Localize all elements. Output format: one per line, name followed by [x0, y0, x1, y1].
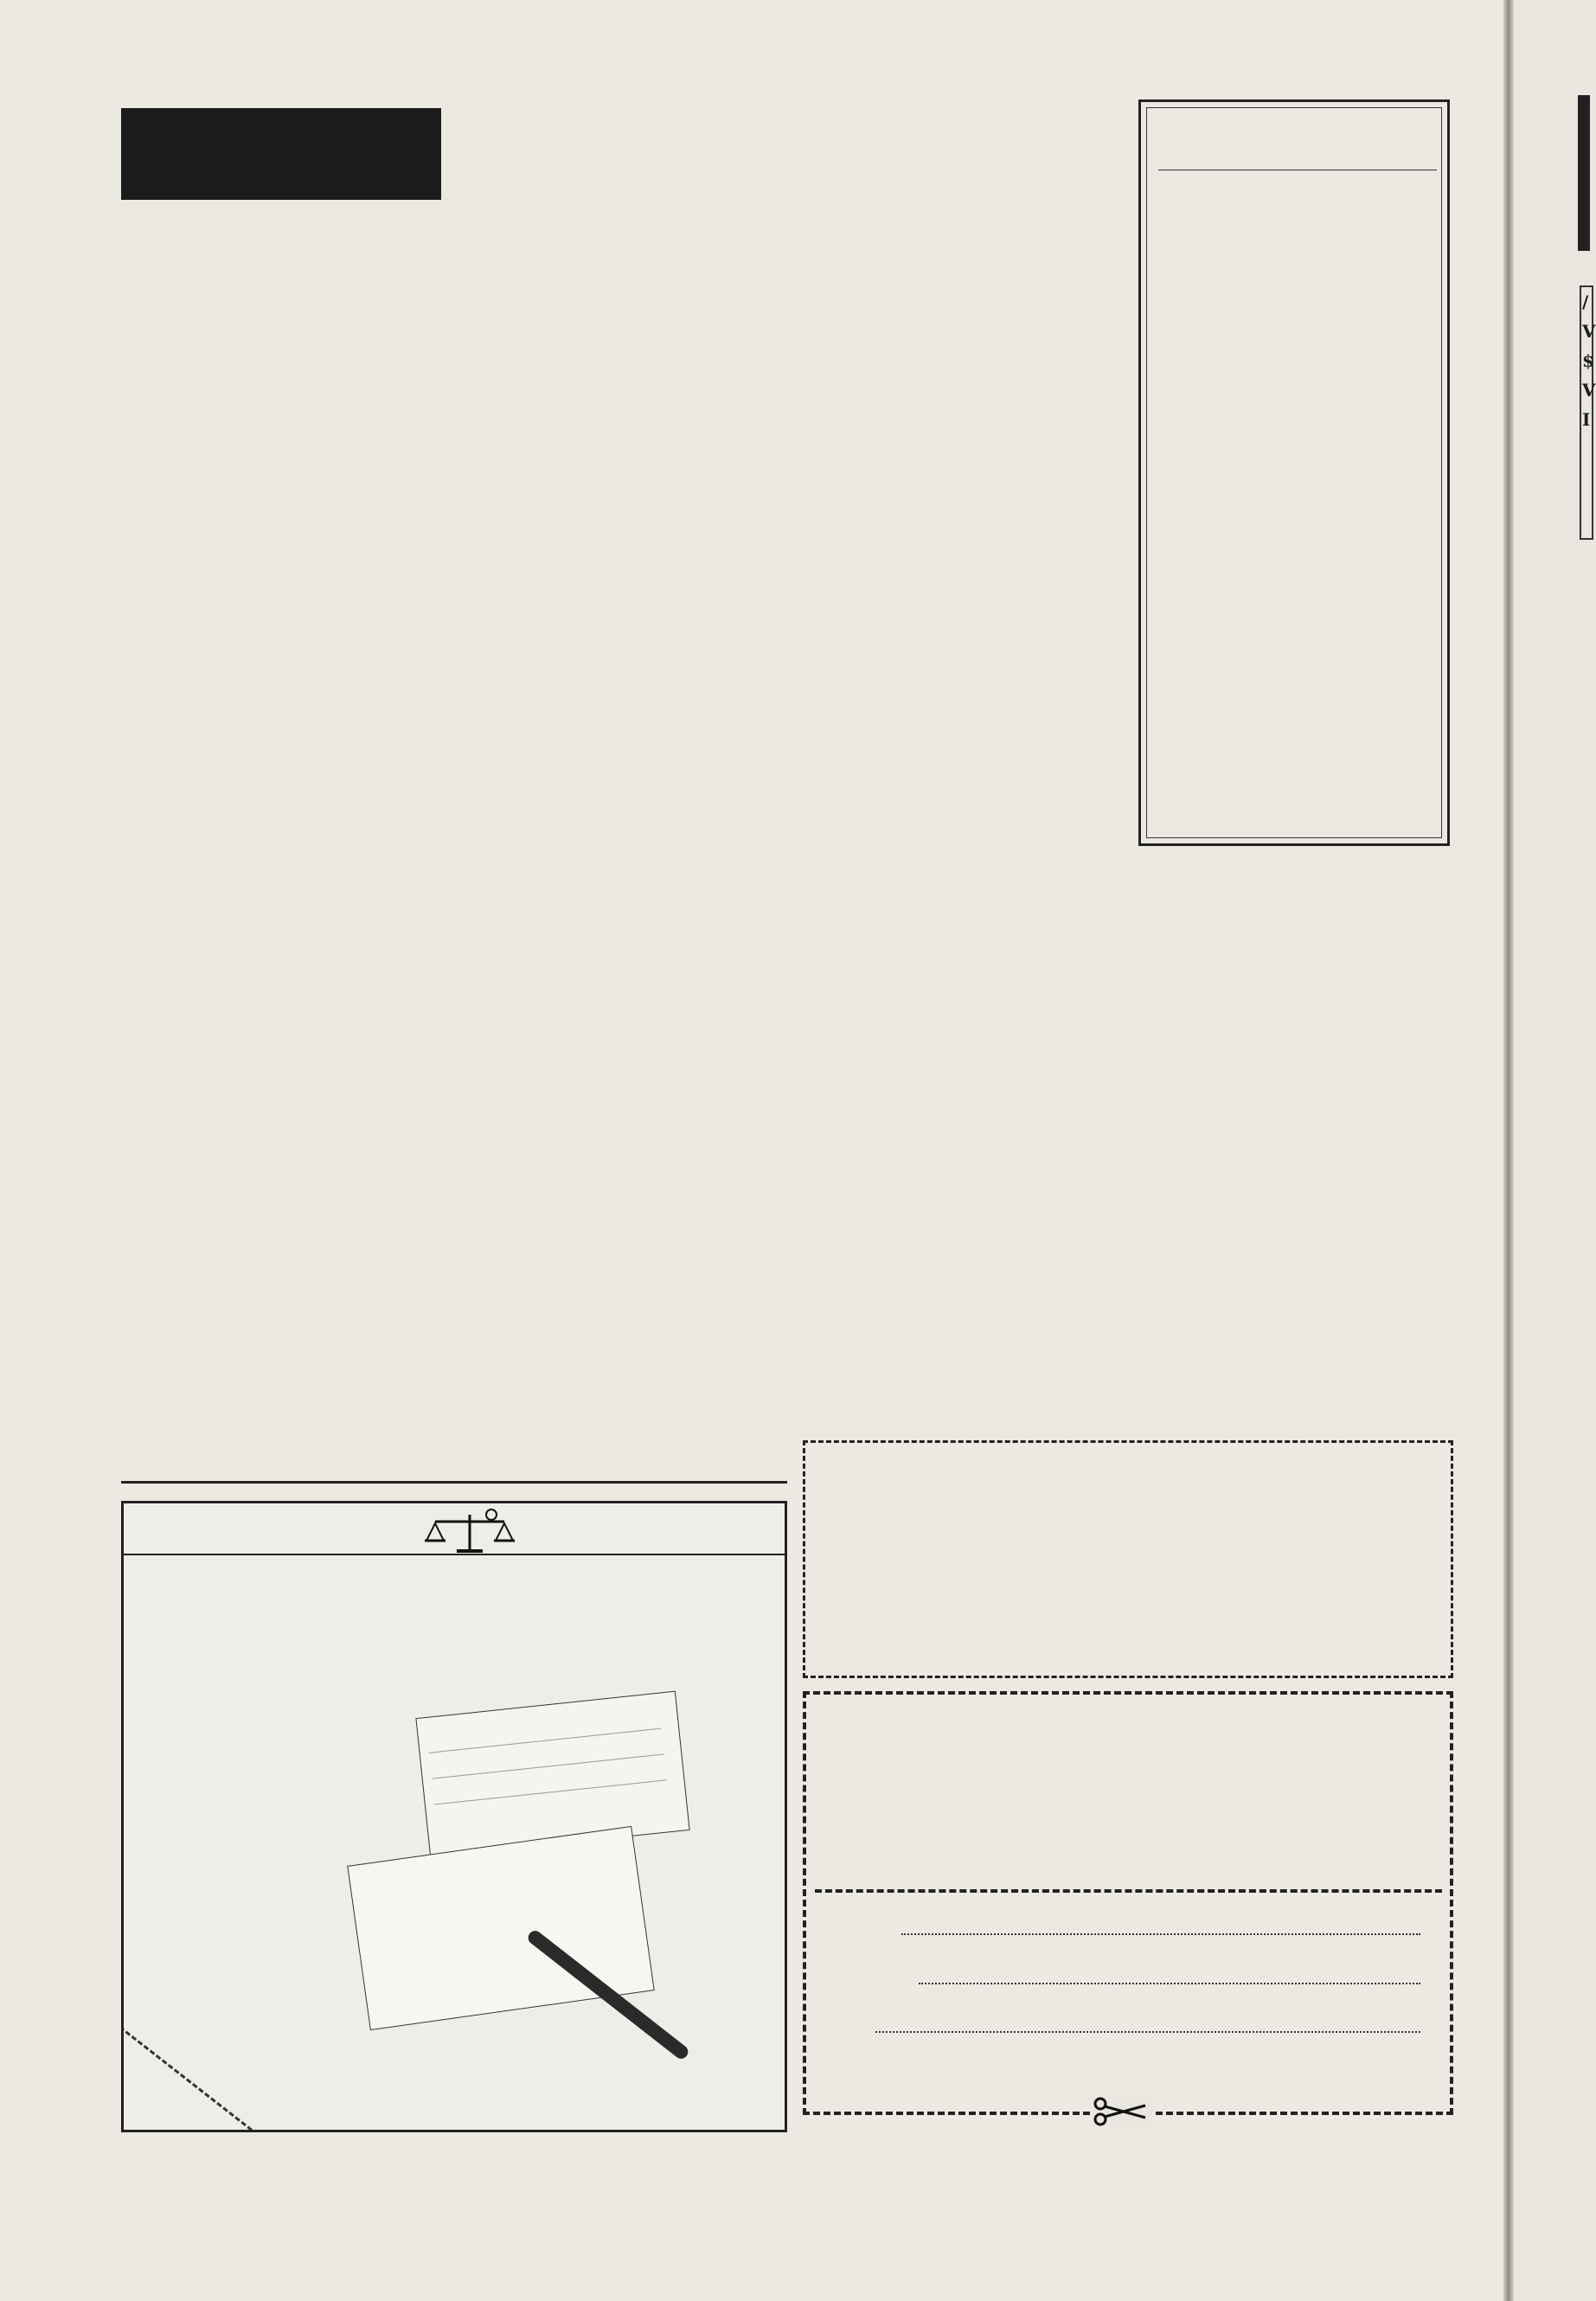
uitgaven-box	[1138, 99, 1450, 846]
propaganda-banier-box	[803, 1440, 1453, 1678]
uitgaven-inner-border	[1146, 107, 1442, 838]
scale-icon	[422, 1508, 517, 1555]
slip-line	[429, 1728, 662, 1753]
column-3	[803, 106, 1118, 128]
column-4	[1138, 869, 1450, 880]
adjacent-page-box	[1580, 285, 1596, 540]
adjacent-box-letters: / V $ V I	[1582, 292, 1596, 430]
column-2	[465, 106, 781, 116]
wonende-input[interactable]	[919, 1983, 1420, 1984]
naam-input[interactable]	[901, 1933, 1420, 1935]
subscribe-form-box	[803, 1691, 1453, 2115]
page-gutter	[1503, 0, 1514, 2301]
zetjes-logo	[121, 108, 441, 200]
slip-signature	[380, 1945, 534, 1967]
bon-side-text	[121, 2022, 319, 2132]
adjacent-page	[1516, 0, 1596, 2301]
column-1	[121, 108, 437, 226]
adjacent-page-black-bar	[1578, 95, 1590, 251]
scissors-icon	[1092, 2097, 1152, 2126]
sgp-advertisement	[121, 1501, 787, 2132]
slip-name	[375, 1894, 623, 1929]
section-divider	[121, 1481, 787, 1484]
slip-line	[432, 1753, 664, 1779]
te-input[interactable]	[875, 2031, 1420, 2033]
bon-coupon[interactable]	[121, 1988, 362, 2132]
slip-line	[434, 1779, 667, 1804]
giro-slip-back	[415, 1691, 689, 1858]
cut-line	[815, 1889, 1442, 1893]
uitgaven-content	[1158, 154, 1437, 177]
ad-top-rule	[124, 1554, 785, 1555]
